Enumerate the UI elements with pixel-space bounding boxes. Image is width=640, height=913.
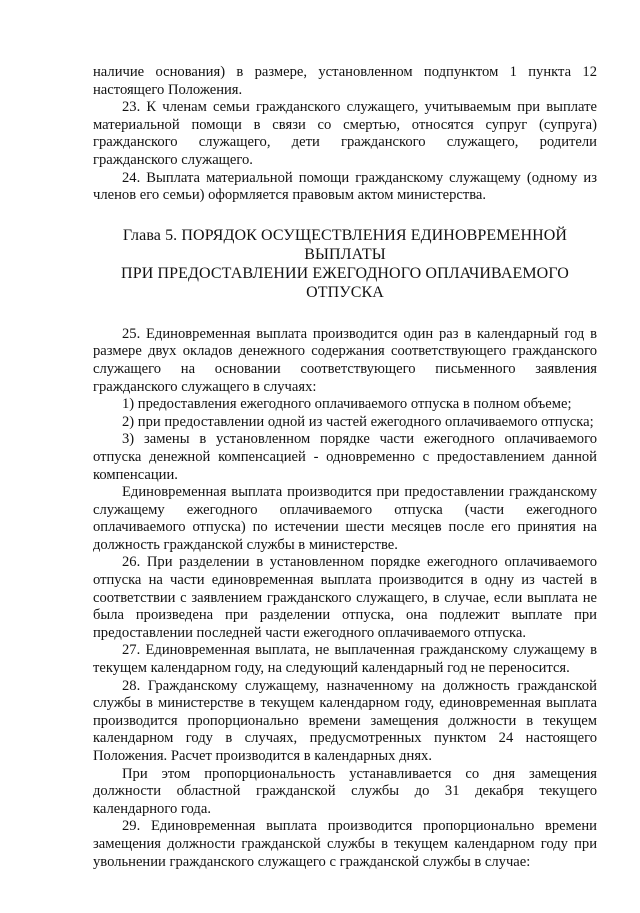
paragraph-25-condition: Единовременная выплата производится при предоставлении гражданскому служащему ежегодного оплачиваемого отпуска (части ежегодного оплачиваемого отпуска) по истечении шести месяцев после его принятия на должность гражданской службы в министерстве. [93, 484, 597, 553]
paragraph-28-proportionality: При этом пропорциональность устанавливается со дня замещения должности областной гражданской службы до 31 декабря текущего календарного года. [93, 765, 597, 817]
paragraph-27: 27. Единовременная выплата, не выплаченная гражданскому служащему в текущем календарном году, на следующий календарный год не переносится. [93, 642, 597, 677]
paragraph-26: 26. При разделении в установленном порядке ежегодного оплачиваемого отпуска на части единовременная выплата производится в одну из частей в соответствии с заявлением гражданского служащего, в случае, если выплата не была произведена при разделении отпуска, она подлежит выплате при предоставлении последней части ежегодного оплачиваемого отпуска. [93, 554, 597, 641]
paragraph-item-12-continuation: наличие основания) в размере, установленном подпунктом 1 пункта 12 настоящего Положения. [93, 64, 597, 98]
chapter-heading-line-1: Глава 5. ПОРЯДОК ОСУЩЕСТВЛЕНИЯ ЕДИНОВРЕМЕННОЙ ВЫПЛАТЫ [122, 226, 568, 263]
paragraph-25-case-1: 1) предоставления ежегодного оплачиваемого отпуска в полном объеме; [122, 396, 572, 413]
chapter-heading-line-2: ПРИ ПРЕДОСТАВЛЕНИИ ЕЖЕГОДНОГО ОПЛАЧИВАЕМОГО ОТПУСКА [121, 264, 569, 301]
paragraph-25-case-3: 3) замены в установленном порядке части ежегодного оплачиваемого отпуска денежной компенсацией - одновременно с предоставлением данной компенсации. [93, 431, 597, 483]
paragraph-23: 23. К членам семьи гражданского служащего, учитываемым при выплате материальной помощи в связи со смертью, относятся супруг (супруга) гражданского служащего, дети гражданского служащего, родители гражданского служащего. [93, 99, 597, 168]
paragraph-25-case-2: 2) при предоставлении одной из частей ежегодного оплачиваемого отпуска; [122, 413, 594, 430]
paragraph-29: 29. Единовременная выплата производится пропорционально времени замещения должности гражданской службы в текущем календарном году при увольнении гражданского служащего с гражданской службы в случае: [93, 818, 597, 870]
paragraph-25: 25. Единовременная выплата производится один раз в календарный год в размере двух окладов денежного содержания соответствующего гражданского служащего на основании соответствующего письменного заявления гражданского служащего в случаях: [93, 325, 597, 395]
chapter-5-heading [93, 226, 597, 302]
paragraph-24: 24. Выплата материальной помощи гражданскому служащему (одному из членов его семьи) оформляется правовым актом министерства. [93, 169, 597, 204]
paragraph-28: 28. Гражданскому служащему, назначенному на должность гражданской службы в министерстве в текущем календарном году, единовременная выплата производится пропорционально времени замещения должности в текущем календарном году в случаях, предусмотренных пунктом 24 настоящего Положения. Расчет производится в календарных днях. [93, 677, 597, 764]
document-page [93, 64, 597, 871]
